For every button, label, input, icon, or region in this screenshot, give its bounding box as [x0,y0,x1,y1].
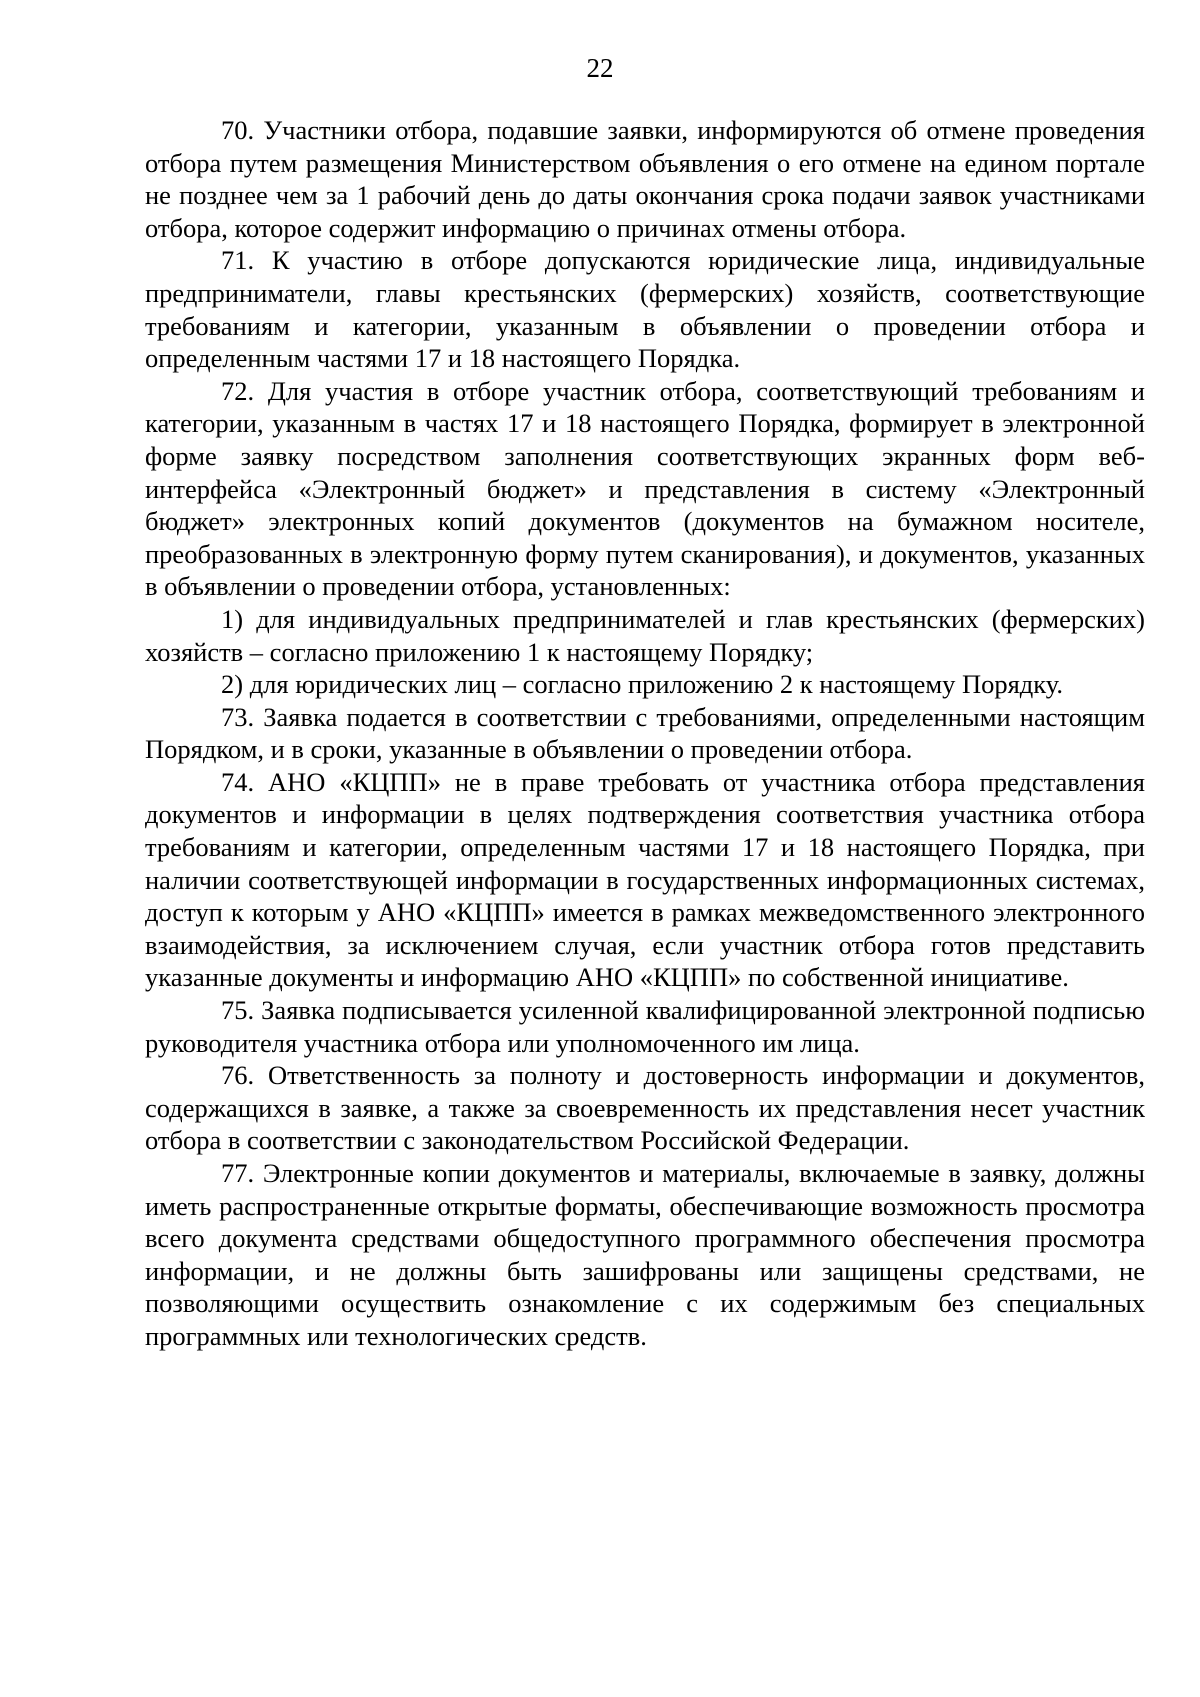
paragraph-75: 75. Заявка подписывается усиленной квалифицированной электронной подписью руководителя участника отбора или уполномоченного им лица. [145,995,1145,1058]
paragraph-70: 70. Участники отбора, подавшие заявки, информируются об отмене проведения отбора путем размещения Министерством объявления о его отмене на едином портале не позднее чем за 1 рабочий день до даты окончания срока подачи заявок участниками отбора, которое содержит информацию о причинах отмены отбора. [145,115,1145,243]
document-body [145,114,1145,1353]
page-number: 22 [586,53,614,83]
paragraph-72: 72. Для участия в отборе участник отбора, соответствующий требованиям и категории, указанным в частях 17 и 18 настоящего Порядка, формирует в электронной форме заявку посредством заполнения соответствующих экранных форм веб-интерфейса «Электронный бюджет» и представления в систему «Электронный бюджет» электронных копий документов (документов на бумажном носителе, преобразованных в электронную форму путем сканирования), и документов, указанных в объявлении о проведении отбора, установленных: [145,375,1145,602]
paragraph-74: 74. АНО «КЦПП» не в праве требовать от участника отбора представления документов и информации в целях подтверждения соответствия участника отбора требованиям и категории, определенным частями 17 и 18 настоящего Порядка, при наличии соответствующей информации в государственных информационных системах, доступ к которым у АНО «КЦПП» имеется в рамках межведомственного электронного взаимодействия, за исключением случая, если участник отбора готов представить указанные документы и информацию АНО «КЦПП» по собственной инициативе. [145,766,1145,993]
paragraph-72-item-2: 2) для юридических лиц – согласно приложению 2 к настоящему Порядку. [221,669,1064,700]
paragraph-71: 71. К участию в отборе допускаются юридические лица, индивидуальные предприниматели, главы крестьянских (фермерских) хозяйств, соответствующие требованиям и категории, указанным в объявлении о проведении отбора и определенным частями 17 и 18 настоящего Порядка. [145,245,1145,374]
paragraph-76: 76. Ответственность за полноту и достоверность информации и документов, содержащихся в заявке, а также за своевременность их представления несет участник отбора в соответствии с законодательством Российской Федерации. [145,1060,1145,1156]
paragraph-72-item-1: 1) для индивидуальных предпринимателей и глав крестьянских (фермерских) хозяйств – согласно приложению 1 к настоящему Порядку; [145,603,1145,667]
paragraph-77: 77. Электронные копии документов и материалы, включаемые в заявку, должны иметь распространенные открытые форматы, обеспечивающие возможность просмотра всего документа средствами общедоступного программного обеспечения просмотра информации, и не должны быть зашифрованы или защищены средствами, не позволяющими осуществить ознакомление с их содержимым без специальных программных или технологических средств. [145,1158,1145,1351]
paragraph-73: 73. Заявка подается в соответствии с требованиями, определенными настоящим Порядком, и в сроки, указанные в объявлении о проведении отбора. [145,701,1145,765]
